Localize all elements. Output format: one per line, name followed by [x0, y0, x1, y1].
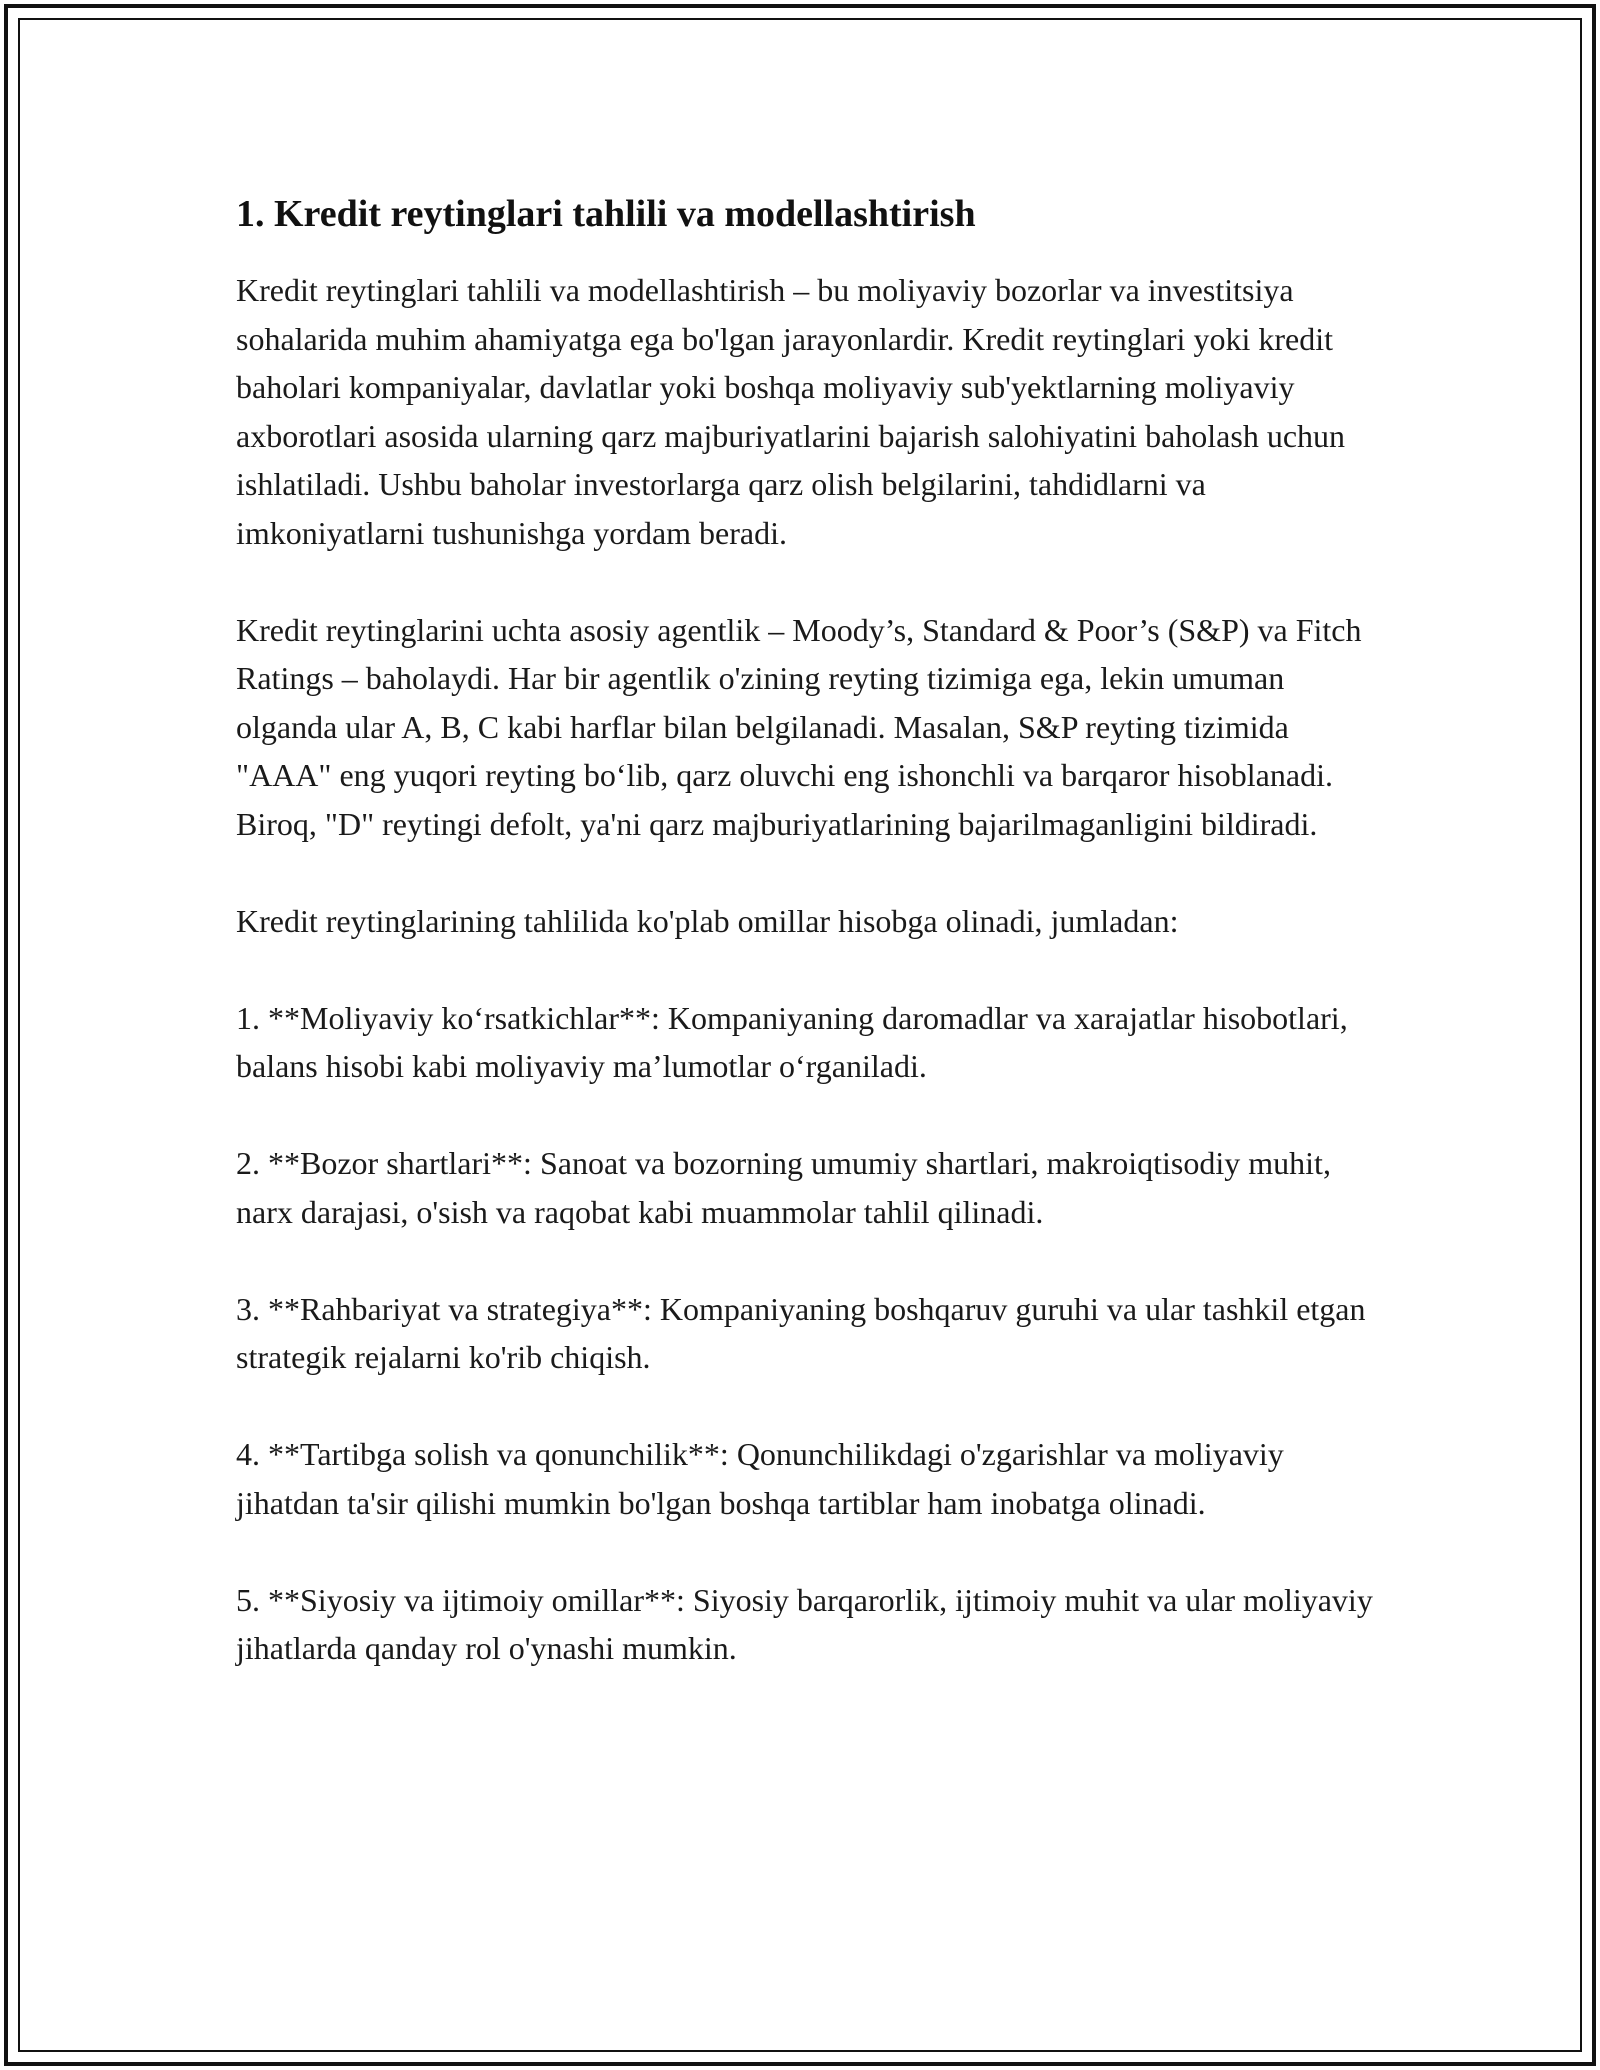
paragraph-spacer [236, 1527, 1376, 1576]
paragraph-spacer [236, 557, 1376, 606]
factor-item-2: 2. **Bozor shartlari**: Sanoat va bozorning umumiy shartlari, makroiqtisodiy muhit, narx darajasi, o'sish va raqobat kabi muammolar tahlil qilinadi. [236, 1145, 1331, 1230]
section-title: 1. Kredit reytinglari tahlili va modellashtirish [236, 193, 976, 235]
paragraph-spacer [236, 1382, 1376, 1431]
document-body [236, 188, 1376, 1673]
factor-item-4: 4. **Tartibga solish va qonunchilik**: Qonunchilikdagi o'zgarishlar va moliyaviy jihatdan ta'sir qilishi mumkin bo'lgan boshqa tartiblar ham inobatga olinadi. [236, 1436, 1284, 1521]
factor-item-3: 3. **Rahbariyat va strategiya**: Kompaniyaning boshqaruv guruhi va ular tashkil etgan strategik rejalarni ko'rib chiqish. [236, 1290, 1366, 1375]
paragraph-spacer [236, 945, 1376, 994]
paragraph-spacer [236, 1091, 1376, 1140]
agencies-paragraph: Kredit reytinglarini uchta asosiy agentlik – Moody’s, Standard & Poor’s (S&P) va Fitch Ratings – baholaydi. Har bir agentlik o'zining reyting tizimiga ega, lekin umuman olganda ular A, B, C kabi harflar bilan belgilanadi. Masalan, S&P reyting tizimida "AAA" eng yuqori reyting bo‘lib, qarz oluvchi eng ishonchli va barqaror hisoblanadi. Biroq, "D" reytingi defolt, ya'ni qarz majburiyatlarining bajarilmaganligini bildiradi. [236, 611, 1362, 842]
factor-item-1: 1. **Moliyaviy ko‘rsatkichlar**: Kompaniyaning daromadlar va xarajatlar hisobotlari, balans hisobi kabi moliyaviy ma’lumotlar o‘rganiladi. [236, 999, 1348, 1084]
factors-intro-paragraph: Kredit reytinglarining tahlilida ko'plab omillar hisobga olinadi, jumladan: [236, 902, 1179, 939]
paragraph-spacer [236, 848, 1376, 897]
paragraph-spacer [236, 1236, 1376, 1285]
intro-paragraph: Kredit reytinglari tahlili va modellashtirish – bu moliyaviy bozorlar va investitsiya sohalarida muhim ahamiyatga ega bo'lgan jarayonlardir. Kredit reytinglari yoki kredit baholari kompaniyalar, davlatlar yoki boshqa moliyaviy sub'yektlarning moliyaviy axborotlari asosida ularning qarz majburiyatlarini bajarish salohiyatini baholash uchun ishlatiladi. Ushbu baholar investorlarga qarz olish belgilarini, tahdidlarni va imkoniyatlarni tushunishga yordam beradi. [236, 272, 1346, 551]
factor-item-5: 5. **Siyosiy va ijtimoiy omillar**: Siyosiy barqarorlik, ijtimoiy muhit va ular moliyaviy jihatlarda qanday rol o'ynashi mumkin. [236, 1581, 1373, 1666]
